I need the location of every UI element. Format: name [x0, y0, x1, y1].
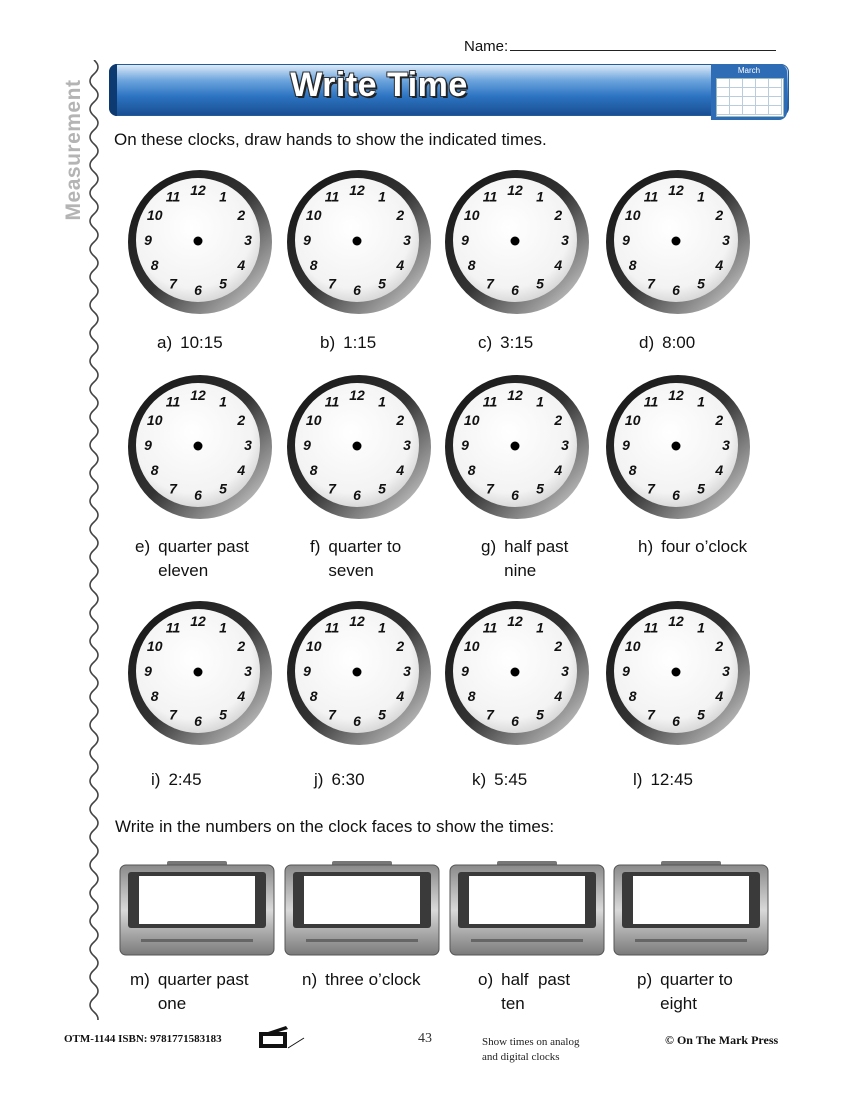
calendar-cell [756, 106, 769, 115]
analog-clock[interactable] [605, 169, 751, 315]
clock-label [302, 968, 421, 992]
clock-number: 9 [144, 437, 152, 453]
clock-number: 10 [463, 412, 480, 428]
clock-number: 3 [403, 437, 411, 453]
calendar-cell [730, 79, 743, 88]
digital-clock[interactable] [613, 860, 769, 956]
clock-number: 6 [194, 282, 202, 298]
clock-label [157, 331, 223, 355]
clock-number: 8 [309, 688, 318, 704]
clock-center-dot [194, 668, 203, 677]
item-text: half past nine [504, 537, 569, 580]
clock-number: 3 [722, 663, 730, 679]
digital-clock[interactable] [449, 860, 605, 956]
clock-number: 12 [507, 387, 523, 403]
clock-number: 1 [536, 188, 544, 205]
clock-number: 5 [697, 480, 705, 497]
item-text: 2:45 [168, 770, 202, 789]
clock-number: 9 [461, 663, 469, 679]
clock-number: 10 [146, 207, 163, 223]
analog-clock[interactable] [605, 374, 751, 520]
clock-label [478, 968, 570, 1016]
clock-number: 2 [237, 412, 246, 428]
calendar-cell [730, 88, 743, 97]
analog-clock[interactable] [286, 600, 432, 746]
name-field[interactable] [464, 38, 776, 55]
clock-number: 4 [396, 462, 405, 478]
clock-number: 12 [349, 182, 365, 198]
analog-clock[interactable] [127, 600, 273, 746]
calendar-icon [711, 64, 787, 120]
clock-number: 7 [328, 275, 336, 292]
item-letter: e) [135, 537, 151, 556]
clock-number: 12 [507, 182, 523, 198]
clock-number: 5 [536, 275, 544, 292]
clock-number: 3 [561, 437, 569, 453]
analog-clock[interactable] [286, 169, 432, 315]
clock-center-dot [672, 442, 681, 451]
clock-number: 8 [309, 462, 318, 478]
clock-number: 5 [378, 706, 386, 723]
clock-label [314, 768, 365, 792]
clock-number: 9 [461, 437, 469, 453]
analog-clock[interactable] [444, 374, 590, 520]
calendar-cell [769, 79, 782, 88]
clock-display[interactable] [304, 876, 420, 924]
analog-clock[interactable] [605, 600, 751, 746]
calendar-cell [743, 106, 756, 115]
clock-number: 10 [146, 638, 163, 654]
name-label: Name: [464, 38, 509, 55]
clock-number: 11 [165, 393, 181, 410]
clock-number: 8 [150, 257, 159, 273]
item-text: quarter past eleven [158, 537, 249, 580]
item-letter: m) [130, 970, 150, 989]
calendar-cell [717, 79, 730, 88]
clock-number: 1 [378, 619, 386, 636]
clock-number: 7 [647, 706, 655, 723]
clock-number: 7 [486, 275, 494, 292]
analog-clock[interactable] [127, 374, 273, 520]
clock-number: 1 [697, 619, 705, 636]
clock-number: 3 [403, 663, 411, 679]
clock-number: 8 [309, 257, 318, 273]
item-letter: o) [478, 970, 494, 989]
digital-clock[interactable] [119, 860, 275, 956]
clock-number: 12 [190, 387, 206, 403]
analog-clock[interactable] [444, 169, 590, 315]
item-letter: f) [310, 537, 321, 556]
item-text: half past ten [501, 970, 571, 1013]
clock-label [638, 535, 747, 559]
calendar-cell [769, 106, 782, 115]
calendar-cell [730, 97, 743, 106]
clock-number: 2 [396, 412, 405, 428]
clock-number: 12 [190, 613, 206, 629]
clock-center-dot [353, 442, 362, 451]
clock-center-dot [194, 442, 203, 451]
clock-number: 6 [511, 282, 519, 298]
calendar-grid [716, 78, 784, 117]
calendar-cell [756, 79, 769, 88]
clock-number: 5 [219, 275, 227, 292]
clock-number: 7 [486, 706, 494, 723]
clock-display[interactable] [633, 876, 749, 924]
analog-clock[interactable] [286, 374, 432, 520]
clock-number: 7 [169, 275, 177, 292]
clock-number: 8 [150, 462, 159, 478]
clock-number: 3 [561, 232, 569, 248]
clock-number: 2 [237, 638, 246, 654]
instruction-write-numbers: Write in the numbers on the clock faces to show the times: [115, 817, 555, 836]
clock-slot [471, 939, 583, 942]
clock-number: 10 [624, 412, 641, 428]
clock-number: 9 [144, 663, 152, 679]
clock-number: 2 [715, 638, 724, 654]
item-letter: k) [472, 770, 487, 789]
clock-number: 9 [144, 232, 152, 248]
clock-number: 4 [554, 257, 563, 273]
clock-number: 10 [463, 638, 480, 654]
footer-isbn: OTM-1144 ISBN: 9781771583183 [64, 1033, 222, 1045]
clock-number: 10 [305, 412, 322, 428]
clock-number: 12 [668, 182, 684, 198]
item-letter: n) [302, 970, 318, 989]
clock-number: 2 [396, 207, 405, 223]
clock-number: 6 [672, 487, 680, 503]
clock-number: 8 [467, 688, 476, 704]
item-text: quarter to eight [660, 970, 733, 1013]
clock-label [310, 535, 401, 583]
clock-number: 9 [303, 437, 311, 453]
clock-number: 10 [463, 207, 480, 223]
book-logo-icon [258, 1026, 308, 1052]
clock-number: 3 [403, 232, 411, 248]
item-text: 12:45 [650, 770, 693, 789]
clock-center-dot [353, 668, 362, 677]
clock-number: 9 [461, 232, 469, 248]
item-text: 10:15 [180, 333, 223, 352]
clock-number: 11 [643, 619, 659, 636]
clock-number: 9 [622, 437, 630, 453]
clock-number: 1 [219, 619, 227, 636]
clock-label [478, 331, 533, 355]
clock-label [130, 968, 249, 1016]
item-letter: g) [481, 537, 497, 556]
footer-desc-line-1: Show times on analog [482, 1036, 580, 1048]
footer-publisher: © On The Mark Press [665, 1033, 779, 1047]
clock-number: 7 [328, 480, 336, 497]
calendar-cell [717, 97, 730, 106]
clock-number: 7 [647, 480, 655, 497]
clock-number: 11 [324, 619, 340, 636]
clock-number: 11 [482, 619, 498, 636]
clock-number: 4 [715, 462, 724, 478]
clock-number: 7 [486, 480, 494, 497]
clock-number: 5 [536, 706, 544, 723]
clock-number: 10 [305, 638, 322, 654]
clock-center-dot [511, 668, 520, 677]
item-text: 3:15 [500, 333, 534, 352]
footer-description [482, 1035, 579, 1065]
calendar-cell [743, 88, 756, 97]
clock-number: 3 [244, 232, 252, 248]
calendar-month: March [737, 66, 761, 75]
clock-number: 1 [536, 393, 544, 410]
item-text: quarter to seven [328, 537, 402, 580]
page-title: Write Time [290, 66, 468, 104]
item-letter: a) [157, 333, 173, 352]
clock-number: 2 [554, 207, 563, 223]
item-text: 1:15 [343, 333, 377, 352]
clock-number: 9 [622, 663, 630, 679]
clock-number: 4 [715, 257, 724, 273]
clock-number: 3 [561, 663, 569, 679]
clock-number: 4 [554, 688, 563, 704]
clock-number: 2 [396, 638, 405, 654]
analog-clock[interactable] [444, 600, 590, 746]
clock-number: 3 [244, 663, 252, 679]
clock-number: 10 [146, 412, 163, 428]
clock-label [637, 968, 733, 1016]
clock-number: 6 [353, 282, 361, 298]
clock-number: 2 [237, 207, 246, 223]
clock-number: 11 [643, 188, 659, 205]
item-text: 5:45 [494, 770, 528, 789]
clock-number: 12 [507, 613, 523, 629]
item-letter: i) [151, 770, 161, 789]
item-text: four o’clock [661, 537, 748, 556]
item-text: three o’clock [325, 970, 421, 989]
clock-number: 5 [219, 706, 227, 723]
calendar-cell [756, 97, 769, 106]
clock-number: 7 [647, 275, 655, 292]
item-letter: j) [314, 770, 324, 789]
clock-number: 8 [467, 257, 476, 273]
clock-label [639, 331, 695, 355]
clock-slot [306, 939, 418, 942]
clock-number: 7 [169, 706, 177, 723]
clock-number: 2 [554, 412, 563, 428]
clock-slot [635, 939, 747, 942]
clock-number: 11 [324, 393, 340, 410]
clock-label [320, 331, 376, 355]
clock-number: 3 [722, 437, 730, 453]
name-line[interactable] [510, 38, 776, 51]
clock-slot [141, 939, 253, 942]
clock-display[interactable] [469, 876, 585, 924]
calendar-cell [756, 88, 769, 97]
clock-center-dot [353, 237, 362, 246]
clock-number: 7 [169, 480, 177, 497]
item-letter: l) [633, 770, 643, 789]
item-text: 6:30 [331, 770, 365, 789]
clock-number: 6 [353, 487, 361, 503]
clock-center-dot [194, 237, 203, 246]
clock-number: 1 [378, 188, 386, 205]
clock-number: 1 [536, 619, 544, 636]
clock-number: 6 [194, 487, 202, 503]
clock-number: 8 [628, 257, 637, 273]
clock-label [151, 768, 202, 792]
clock-number: 5 [697, 275, 705, 292]
clock-number: 2 [715, 207, 724, 223]
clock-number: 6 [194, 713, 202, 729]
clock-number: 6 [672, 713, 680, 729]
instruction-draw-hands: On these clocks, draw hands to show the indicated times. [114, 130, 547, 149]
clock-number: 5 [378, 275, 386, 292]
clock-number: 9 [622, 232, 630, 248]
clock-number: 10 [305, 207, 322, 223]
clock-label [135, 535, 249, 583]
clock-number: 1 [219, 393, 227, 410]
clock-center-dot [511, 442, 520, 451]
analog-clock[interactable] [127, 169, 273, 315]
clock-center-dot [672, 237, 681, 246]
clock-number: 12 [668, 613, 684, 629]
clock-number: 3 [722, 232, 730, 248]
clock-number: 6 [672, 282, 680, 298]
page-number: 43 [418, 1031, 432, 1046]
clock-number: 6 [511, 487, 519, 503]
side-tab-label: Measurement [62, 79, 85, 221]
clock-number: 4 [237, 688, 246, 704]
clock-number: 1 [219, 188, 227, 205]
item-letter: c) [478, 333, 493, 352]
clock-number: 10 [624, 638, 641, 654]
clock-center-dot [511, 237, 520, 246]
clock-number: 2 [554, 638, 563, 654]
clock-number: 4 [715, 688, 724, 704]
clock-number: 8 [467, 462, 476, 478]
clock-number: 5 [219, 480, 227, 497]
clock-label [481, 535, 568, 583]
clock-number: 8 [628, 462, 637, 478]
clock-number: 11 [324, 188, 340, 205]
clock-number: 11 [165, 188, 181, 205]
item-letter: d) [639, 333, 655, 352]
clock-number: 5 [697, 706, 705, 723]
clock-number: 6 [511, 713, 519, 729]
clock-number: 12 [349, 613, 365, 629]
clock-number: 4 [237, 257, 246, 273]
wavy-border [84, 60, 104, 1020]
clock-number: 5 [536, 480, 544, 497]
clock-number: 4 [396, 257, 405, 273]
clock-number: 4 [396, 688, 405, 704]
clock-number: 1 [697, 188, 705, 205]
clock-number: 8 [150, 688, 159, 704]
clock-number: 2 [715, 412, 724, 428]
clock-label [633, 768, 693, 792]
item-letter: b) [320, 333, 336, 352]
clock-number: 12 [349, 387, 365, 403]
clock-number: 11 [482, 393, 498, 410]
clock-number: 10 [624, 207, 641, 223]
item-letter: h) [638, 537, 654, 556]
clock-label [472, 768, 527, 792]
clock-number: 4 [554, 462, 563, 478]
item-letter: p) [637, 970, 653, 989]
clock-number: 12 [190, 182, 206, 198]
calendar-cell [743, 97, 756, 106]
footer-desc-line-2: and digital clocks [482, 1051, 560, 1063]
clock-number: 4 [237, 462, 246, 478]
clock-number: 9 [303, 663, 311, 679]
clock-number: 8 [628, 688, 637, 704]
calendar-cell [769, 88, 782, 97]
clock-number: 3 [244, 437, 252, 453]
clock-number: 11 [482, 188, 498, 205]
clock-number: 1 [697, 393, 705, 410]
clock-number: 11 [165, 619, 181, 636]
calendar-cell [730, 106, 743, 115]
clock-number: 1 [378, 393, 386, 410]
clock-number: 7 [328, 706, 336, 723]
clock-number: 5 [378, 480, 386, 497]
calendar-cell [769, 97, 782, 106]
item-text: 8:00 [662, 333, 696, 352]
clock-number: 6 [353, 713, 361, 729]
calendar-cell [743, 79, 756, 88]
clock-number: 12 [668, 387, 684, 403]
clock-number: 11 [643, 393, 659, 410]
calendar-cell [717, 88, 730, 97]
clock-center-dot [672, 668, 681, 677]
clock-number: 9 [303, 232, 311, 248]
calendar-cell [717, 106, 730, 115]
clock-display[interactable] [139, 876, 255, 924]
item-text: quarter past one [157, 970, 249, 1013]
digital-clock[interactable] [284, 860, 440, 956]
